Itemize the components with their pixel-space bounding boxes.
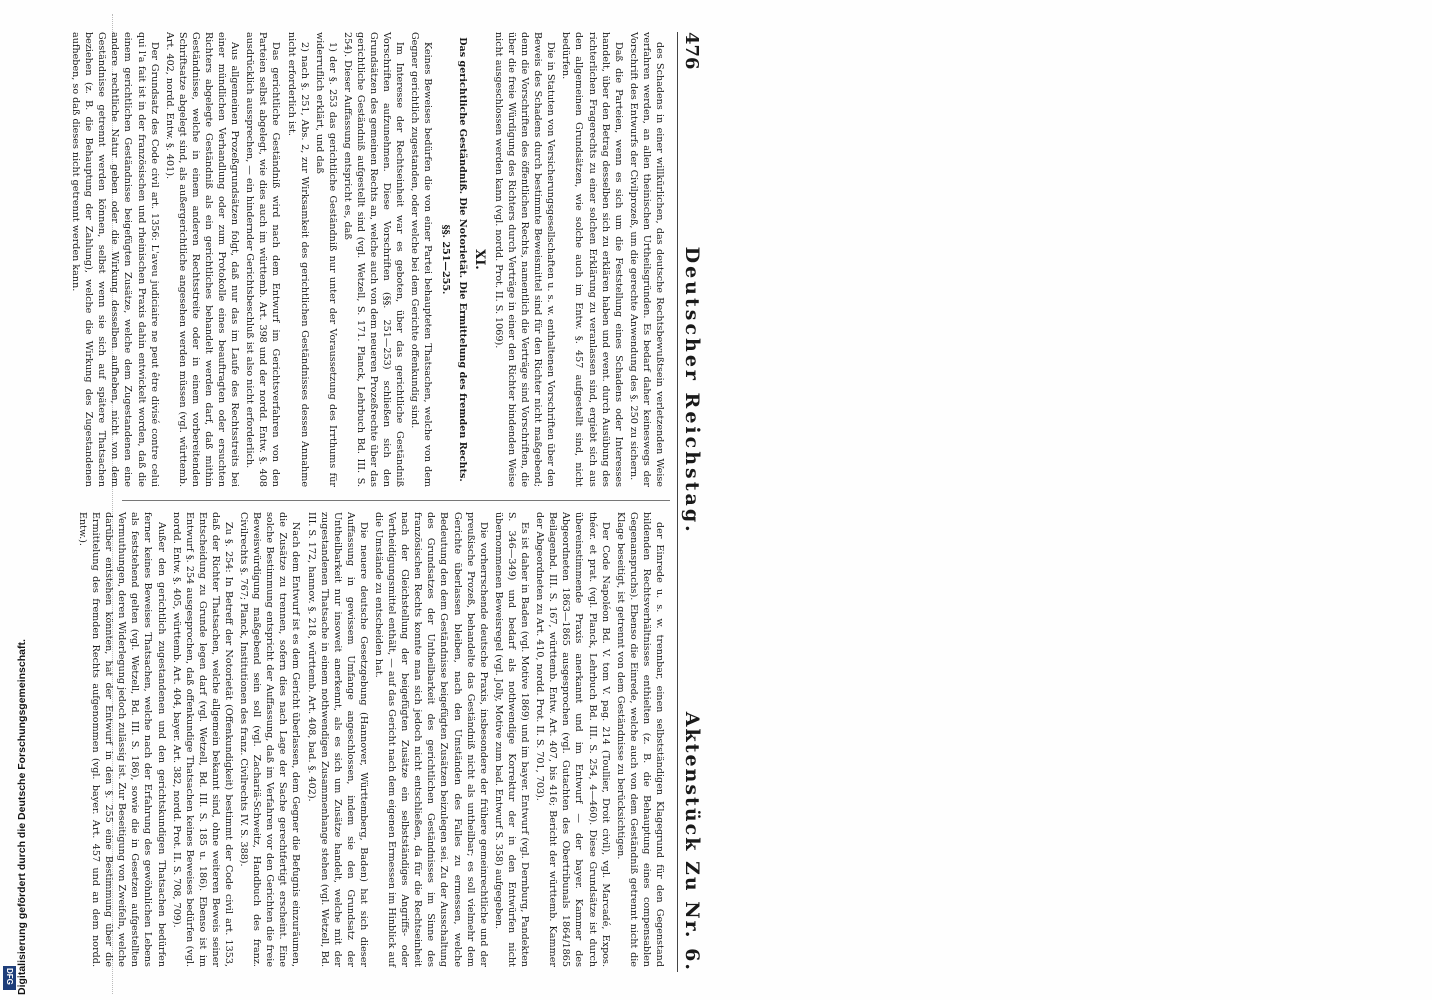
document-page xyxy=(70,32,706,972)
section-paragraph-ref: §§. 251—255. xyxy=(439,224,451,295)
paragraph: Keines Beweises bedürfen die von einer Partei behaupteten Thatsachen, welche von dem Gegner gerichtlich zugestanden, oder welche bei dem Gerichte offenkundig sind. xyxy=(409,32,434,487)
paragraph: Aus allgemeinen Prozeßgrundsätzen folgt, daß nur das im Laufe des Rechtsstreits bei einer mündlichen Verhandlung oder zum Protokolle eines beauftragten oder ersuchten Richters abgelegte Geständniß als ein gerichtliches behandelt werden darf, daß mithin Geständnisse, welche in einem anderen Rechtsstreite oder in einem vorbereitenden Schriftsatze abgelegt sind, als außergerichtliche angesehen werden müssen (vgl. württemb. Art. 402, nordd. Entw. §. 401). xyxy=(163,32,241,487)
paragraph: der Einrede u. s. w. trennbar, einen selbstständigen Klagegrund für den Gegenstand bildenden Rechtsverhältnisses enthielten (z. B. die Behauptung eines compensablen Gegenanspruchs). Ebenso die Einrede, welche auch von dem Geständniß getrennt nicht die Klage beseitigt, ist getrennt von dem Geständnisse zu berücksichtigen. xyxy=(614,512,665,967)
paragraph: des Schadens in einer willkürlichen, das deutsche Rechtsbewußtsein verletzenden Weise verfahren werden, an allen theinischen Urtheilsgründen. Es bedarf daher keineswegs der Vorschrift des Entwurfs der Civilprozeß, um die gerechte Anwendung des §. 250 zu sichern. xyxy=(627,32,665,487)
section-number: XI. xyxy=(471,249,487,270)
document-reference: Aktenstück Zu Nr. 6. xyxy=(681,711,703,972)
page-number: 476 xyxy=(681,32,703,70)
list-item: 2) nach §. 251, Abs. 2, zur Wirksamkeit des gerichtlichen Geständnisses dessen Annahme nicht erforderlich ist. xyxy=(285,32,310,487)
section-title: Das gerichtliche Geständniß. Die Notorietät. Die Ermittelung des fremden Rechts. xyxy=(456,37,468,482)
dfg-logo xyxy=(3,966,16,990)
column-divider xyxy=(122,500,670,501)
paragraph: Der Code Napoléon Bd. V. tom V. pag. 214 (Toullier, Droit civil), vgl. Marcadé, Expos. théor. et prat. (vgl. Planck, Lehrbuch Bd. III. S. 254, 4—460). Diese Grundsätze ist durch übereinstimmende Praxis anerkannt und im Entwurf — der bayer. Kammer des Abgeordneten 1863—1865 ausgesprochen (vgl. Gutachten des Obertribunals 1864/1865 Beilagenbd. III. S. 167, württemb. Entw. Art. 407, bis 416; Bericht der württemb. Kammer der Abgeordneten zu Art. 410, nordd. Prot. II. S. 701, 703). xyxy=(534,512,611,967)
list-item: 1) der §. 253 das gerichtliche Geständniß nur unter der Voraussetzung des Irrthums für widerruflich erklärt, und daß xyxy=(313,32,338,487)
paragraph: Das gerichtliche Geständniß wird nach dem Entwurf im Gerichtsverfahren von den Parteien selbst abgelegt, wie dies auch im württemb. Art. 398 und der nordd. Entw. §. 408 ausdrücklich aussprechen, — ein hindernder Gerichtsbeschluß ist also nicht erforderlich. xyxy=(244,32,282,487)
paragraph: Zu §. 254: In Betreff der Notorietät (Offenkundigkeit) bestimmt der Code civil art. 1353, daß der Richter Thatsachen, welche allgemein bekannt sind, ohne weiteren Beweis seiner Entscheidung zu Grunde legen darf (vgl. Wetzell, Bd. III. S. 185 u. 186). Ebenso ist im Entwurf §. 254 ausgesprochen, daß offenkundige Thatsachen keines Beweises bedürfen (vgl. nordd. Entw. §. 405, württemb. Art. 404, bayer. Art. 382, nordd. Prot. II. S. 708, 709). xyxy=(170,512,234,967)
logo-text: DFG xyxy=(5,968,14,985)
paragraph: Außer den gerichtlich zugestandenen und den gerichtskundigen Thatsachen bedürfen ferner keines Beweises Thatsachen, welche nach der Erfahrung des gewöhnlichen Lebens als feststehend gelten (vgl. Wetzell, Bd. III. S. 186), sowie die in Gesetzen aufgestellten Vermuthungen, deren Widerlegung jedoch zulässig ist. Zur Beseitigung von Zweifeln, welche darüber entstehen könnten, hat der Entwurf in den §. 255 eine Bestimmung über die Ermittelung des fremden Rechts aufgenommen (vgl. bayer. Art. 457 und an dem nordd. Entw.). xyxy=(76,512,167,967)
paragraph: Daß die Parteien, wenn es sich um die Feststellung eines Schadens oder Interesses handelt, über den Betrag desselben sich zu erklären haben und event. durch Ausübung des richterlichen Fragerechts zu einer solchen Erklärung zu veranlassen sind, ergiebt sich aus den allgemeinen Grundsätzen, wie solche auch im Entw. §. 457 aufgestellt sind, nicht bedürfen. xyxy=(560,32,624,487)
credit-text: Digitalisierung gefördert durch die Deutsche Forschungsgemeinschaft. xyxy=(16,639,28,995)
paragraph: Die neuere deutsche Gesetzgebung (Hannover, Württemberg, Baden) hat sich dieser Auffassung in gewissem Umfange angeschlossen, indem sie den Grundsatz der Untheilbarkeit nur insoweit anerkennt, als es sich um Zusätze handelt, welche mit der zugestandenen Thatsache in einem nothwendigen Zusammenhange stehen (vgl. Wetzell, Bd. III. S. 172, hannov. §. 218, württemb. Art. 408, bad. §. 402). xyxy=(305,512,369,967)
paragraph: Es ist daher in Baden (vgl. Motive 1869) und im bayer. Entwurf (vgl. Dernburg, Pandekten S. 346—349) und bedarf als nothwendige Korrektur der in den Entwürfen nicht übernommenen Beweisregel (vgl. Jolly, Motive zum bad. Entwurf S. 358) aufgegeben. xyxy=(492,512,531,967)
right-column xyxy=(76,512,666,967)
left-column xyxy=(70,32,666,487)
paragraph: Die in Statuten von Versicherungsgesellschaften u. s. w. enthaltenen Vorschriften über den Beweis des Schadens durch bestimmte Beweismittel sind für den Richter nicht maßgebend; denn die Vorschriften des öffentlichen Rechts, namentlich die Verträge sind Vorschriften, die über die freie Würdigung des Richters durch Verträge in einer den Richter bindenden Weise nicht ausgeschlossen werden kann (vgl. nordd. Prot. II. S. 1069). xyxy=(492,32,557,487)
paragraph: Die vorherrschende deutsche Praxis, insbesondere der frühere gemeinrechtliche und der preußische Prozeß, behandelte das Geständniß nicht als untheilbar; es soll vielmehr dem Gerichte überlassen bleiben, nach den Umständen des Falles zu ermessen, welche Bedeutung den dem Geständnisse beigefügten Zusätzen beizulegen sei. Zu der Ausschaltung des Grundsatzes der Untheilbarkeit des gerichtlichen Geständnisses im Sinne des französischen Rechts konnte man sich jedoch nicht entschließen, da für die Rechtseinheit nach der Gleichstellung der beigefügten Zusätze ein selbstständiges Angriffs- oder Vertheidigungsmittel enthält, — auf das Gericht nach dem eigenen Ermessen im Hinblick auf die Umstände zu entscheiden hat. xyxy=(373,512,489,967)
paragraph: Der Grundsatz des Code civil art. 1356: L'aveu judiciaire ne peut être divisé contre celui qui l'a fait ist in der französischen und rheinischen Praxis dahin entwickelt worden, daß die einem gerichtlichen Geständnisse beigefügten Zusätze, welche dem Zugestandenen eine andere rechtliche Natur geben oder die Wirkung desselben aufheben, nicht von dem Geständnisse getrennt werden können, selbst wenn sie sich auf spätere Thatsachen beziehen (z. B. die Behauptung der Zahlung), welche die Wirkung des Zugestandenen aufheben, so daß dieses nicht getrennt werden kann. xyxy=(70,32,160,487)
paragraph: Nach dem Entwurf ist es dem Gericht überlassen, dem Gegner die Befugnis einzuräumen, die Zusätze zu trennen, sofern dies nach Lage der Sache gerechtfertigt erscheint. Eine solche Bestimmung entspricht der Auffassung, daß im Verfahren vor den Gerichten die freie Beweiswürdigung maßgebend sein soll (vgl. Zachariä-Schweitz, Handbuch des franz. Civilrechts §. 767; Planck, Institutionen des franz. Civilrechts IV. S. 388). xyxy=(238,512,302,967)
digitization-credit xyxy=(0,600,28,995)
rotated-page-content xyxy=(70,32,706,972)
paragraph: Im Interesse der Rechtseinheit war es geboten, über das gerichtliche Geständniß Vorschriften aufzunehmen. Diese Vorschriften (§§. 251—253) schließen sich den Grundsätzen des gemeinen Rechts an, welche auch von dem neueren Prozeßrechte über das gerichtliche Geständniß aufgestellt sind (vgl. Wetzell, S. 171. Planck, Lehrbuch Bd. III. S. 254). Dieser Auffassung entspricht es, daß xyxy=(341,32,406,487)
page-header xyxy=(677,32,706,972)
page-title: Deutscher Reichstag. xyxy=(681,246,703,535)
